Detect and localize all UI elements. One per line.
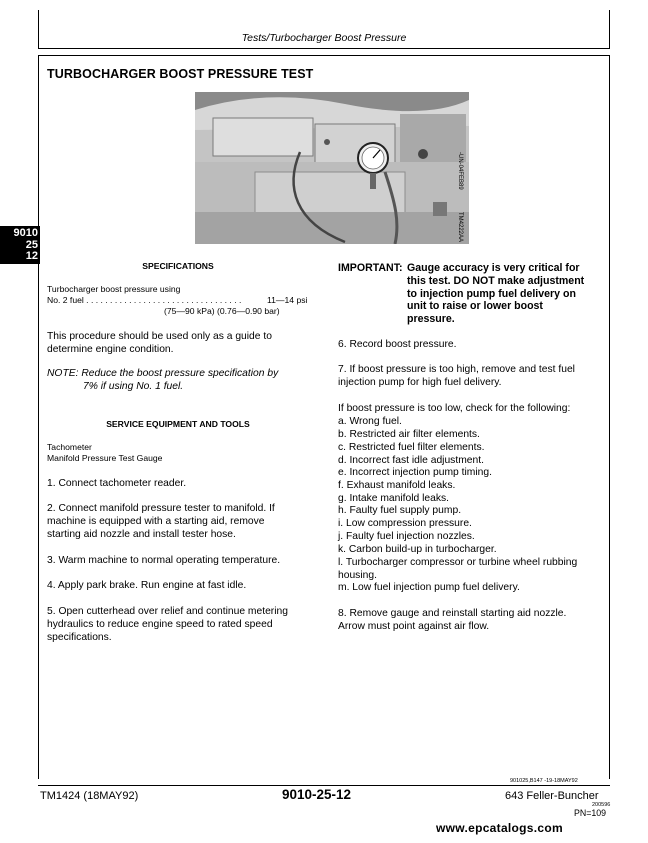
step-6: 6. Record boost pressure.: [338, 339, 457, 350]
content-top-rule: [38, 55, 610, 56]
equipment-item: Manifold Pressure Test Gauge: [47, 453, 163, 463]
step-4: 4. Apply park brake. Run engine at fast idle.: [47, 580, 247, 591]
check-item: d. Incorrect fast idle adjustment.: [338, 455, 484, 466]
check-item: e. Incorrect injection pump timing.: [338, 467, 492, 478]
check-item: j. Faulty fuel injection nozzles.: [338, 531, 475, 542]
step-7-line-2: injection pump for high fuel delivery.: [338, 377, 502, 388]
footer-machine: 643 Feller-Buncher: [505, 790, 599, 802]
low-pressure-intro: If boost pressure is too low, check for the following:: [338, 403, 571, 414]
important-label: IMPORTANT:: [338, 262, 403, 274]
important-line-2: this test. DO NOT make adjustment: [407, 275, 585, 287]
photo-caption-ref: -UN-04FEB89: [457, 152, 463, 190]
check-item: f. Exhaust manifold leaks.: [338, 480, 456, 491]
step-2-line-1: 2. Connect manifold pressure tester to manifold. If: [47, 503, 275, 514]
intro-line-1: This procedure should be used only as a guide to: [47, 331, 272, 342]
step-5-line-1: 5. Open cutterhead over relief and continue metering: [47, 606, 288, 617]
check-item: a. Wrong fuel.: [338, 416, 402, 427]
tab-line-2: 25: [25, 238, 38, 251]
step-7-line-1: 7. If boost pressure is too high, remove and test fuel: [338, 364, 575, 375]
step-2-line-2: machine is equipped with a starting aid, remove: [47, 516, 265, 527]
important-line-1: Gauge accuracy is very critical for: [407, 262, 580, 274]
note-line-1: NOTE: Reduce the boost pressure specification by: [47, 368, 279, 379]
equipment-item: Tachometer: [47, 442, 92, 452]
check-item: g. Intake manifold leaks.: [338, 493, 450, 504]
engine-photo-illustration: [195, 92, 469, 244]
check-item: housing.: [338, 570, 377, 581]
step-5-line-3: specifications.: [47, 632, 112, 643]
step-5-line-2: hydraulics to reduce engine speed to rated speed: [47, 619, 273, 630]
engine-photo: [195, 92, 469, 244]
spec-line-2-value: 11—14 psi: [267, 295, 308, 305]
equipment-heading: SERVICE EQUIPMENT AND TOOLS: [106, 419, 250, 429]
intro-line-2: determine engine condition.: [47, 344, 174, 355]
photo-caption-id: TM4222AA: [457, 212, 463, 243]
step-3: 3. Warm machine to normal operating temperature.: [47, 555, 281, 566]
header-rule: [38, 48, 610, 49]
footer-date-small: 200596: [592, 802, 611, 808]
spec-line-2-label: No. 2 fuel . . . . . . . . . . . . . . . . . . . . . . . . . . . . . . . . .: [47, 295, 242, 305]
tab-line-1: 9010: [13, 227, 38, 239]
check-item: i. Low compression pressure.: [338, 518, 472, 529]
footer-manual-id: TM1424 (18MAY92): [40, 790, 139, 802]
check-item: h. Faulty fuel supply pump.: [338, 505, 462, 516]
step-1: 1. Connect tachometer reader.: [47, 478, 187, 489]
step-8-line-1: 8. Remove gauge and reinstall starting aid nozzle.: [338, 608, 567, 619]
footer-pn: PN=109: [574, 808, 607, 818]
content-bottom-rule: [38, 785, 610, 786]
check-item: m. Low fuel injection pump fuel delivery.: [338, 582, 520, 593]
check-item: l. Turbocharger compressor or turbine wheel rubbing: [338, 557, 578, 568]
footer-page-number: 9010-25-12: [282, 787, 352, 802]
note-line-2: 7% if using No. 1 fuel.: [83, 381, 184, 392]
section-title: TURBOCHARGER BOOST PRESSURE TEST: [47, 67, 314, 81]
step-2-line-3: starting aid nozzle and install tester hose.: [47, 529, 236, 540]
section-tab: [0, 226, 40, 264]
footer-code: 901025,B147 -19-18MAY92: [510, 778, 578, 784]
watermark: www.epcatalogs.com: [436, 821, 563, 835]
check-item: k. Carbon build-up in turbocharger.: [338, 544, 497, 555]
check-item: b. Restricted air filter elements.: [338, 429, 480, 440]
important-line-3: to injection pump fuel delivery on: [407, 288, 576, 300]
header-title: Tests/Turbocharger Boost Pressure: [241, 32, 407, 44]
spec-line-1: Turbocharger boost pressure using: [47, 284, 181, 294]
check-item: c. Restricted fuel filter elements.: [338, 442, 485, 453]
specifications-heading: SPECIFICATIONS: [142, 261, 214, 271]
content-left-border: [38, 55, 39, 779]
tab-line-3: 12: [25, 250, 38, 262]
spec-line-3: (75—90 kPa) (0.76—0.90 bar): [164, 306, 280, 316]
important-line-4: unit to raise or lower boost: [407, 300, 543, 312]
content-right-border: [609, 55, 610, 779]
step-8-line-2: Arrow must point against air flow.: [338, 621, 490, 632]
important-line-5: pressure.: [407, 313, 455, 325]
